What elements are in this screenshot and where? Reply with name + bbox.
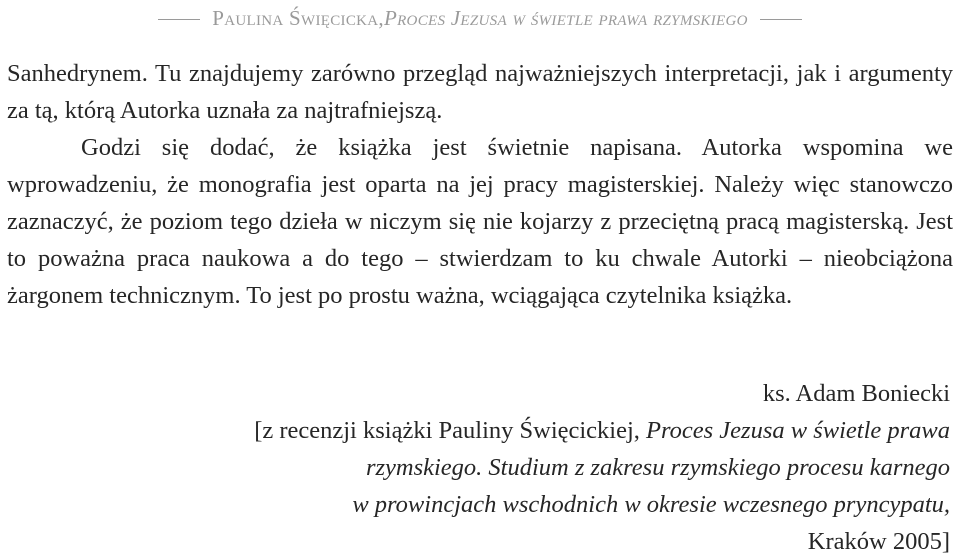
header-rule-left	[158, 19, 200, 20]
publication-info: Kraków 2005]	[807, 528, 950, 555]
review-signature	[90, 375, 950, 560]
source-prefix: [z recenzji książki Pauliny Święcickiej,	[254, 417, 647, 444]
reviewer-name: ks. Adam Boniecki	[762, 380, 950, 407]
header-title: Proces Jezusa w świetle prawa rzymskiego	[383, 5, 748, 30]
book-title-part-1: Proces Jezusa w świetle prawa	[646, 417, 950, 444]
header-rule-right	[760, 19, 802, 20]
book-title-part-3: w prowincjach wschodnich w okresie wczesnego pryncypatu,	[352, 491, 950, 518]
header-author: Paulina Święcicka,	[212, 5, 384, 30]
paragraph-2: Godzi się dodać, że książka jest świetnie napisana. Autorka wspomina we wprowadzeniu, że monografia jest oparta na jej pracy magisterskiej. Należy więc stanowczo zaznaczyć, że poziom tego dzieła w niczym się nie kojarzy z przeciętną pracą magisterską. Jest to poważna praca naukowa a do tego – stwierdzam to ku chwale Autorki – nieobciążona żargonem technicznym. To jest po prostu ważna, wciągająca czytelnika książka.	[7, 134, 953, 309]
running-header	[0, 4, 960, 32]
paragraph-1: Sanhedrynem. Tu znajdujemy zarówno przegląd najważniejszych interpretacji, jak i argumenty za tą, którą Autorka uznała za najtrafniejszą.	[7, 60, 953, 124]
body-text	[7, 55, 953, 314]
book-title-part-2: rzymskiego. Studium z zakresu rzymskiego procesu karnego	[365, 454, 950, 481]
source-line-1	[90, 412, 950, 449]
